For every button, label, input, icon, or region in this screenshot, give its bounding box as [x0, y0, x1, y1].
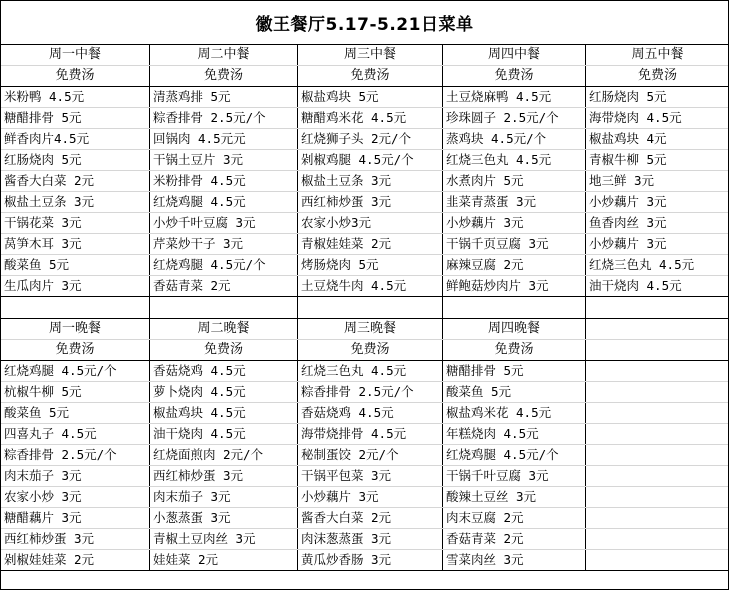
dish-cell: 黄瓜炒香肠 3元 — [298, 550, 443, 571]
dish-cell: 秘制蛋饺 2元/个 — [298, 445, 443, 466]
free-soup-label: 免费汤 — [586, 66, 729, 87]
free-soup-label: 免费汤 — [1, 66, 150, 87]
day-header: 周一中餐 — [1, 45, 150, 66]
dish-cell: 椒盐鸡米花 4.5元 — [443, 403, 586, 424]
empty-cell — [586, 403, 729, 424]
dish-cell: 蒸鸡块 4.5元/个 — [443, 129, 586, 150]
dinner-dish-row — [1, 361, 729, 382]
empty-cell — [586, 361, 729, 382]
day-header: 周四晚餐 — [443, 319, 586, 340]
day-header: 周三晚餐 — [298, 319, 443, 340]
lunch-dish-row — [1, 192, 729, 213]
free-soup-label: 免费汤 — [298, 340, 443, 361]
dish-cell: 酸菜鱼 5元 — [1, 255, 150, 276]
dish-cell: 酱香大白菜 2元 — [1, 171, 150, 192]
dish-cell: 椒盐鸡块 4元 — [586, 129, 729, 150]
dish-cell: 海带烧肉 4.5元 — [586, 108, 729, 129]
lunch-dish-row — [1, 255, 729, 276]
dish-cell: 农家小炒3元 — [298, 213, 443, 234]
dish-cell: 椒盐鸡块 4.5元 — [150, 403, 298, 424]
dinner-dish-row — [1, 466, 729, 487]
dish-cell: 小炒藕片 3元 — [586, 192, 729, 213]
dish-cell: 油干烧肉 4.5元 — [586, 276, 729, 297]
empty-cell — [586, 340, 729, 361]
dish-cell: 椒盐土豆条 3元 — [1, 192, 150, 213]
lunch-dish-row — [1, 108, 729, 129]
dish-cell: 剁椒娃娃菜 2元 — [1, 550, 150, 571]
dish-cell: 年糕烧肉 4.5元 — [443, 424, 586, 445]
dish-cell: 肉末豆腐 2元 — [443, 508, 586, 529]
dish-cell: 娃娃菜 2元 — [150, 550, 298, 571]
dish-cell: 糖醋排骨 5元 — [443, 361, 586, 382]
dinner-header-row — [1, 319, 729, 340]
empty-cell — [586, 550, 729, 571]
dish-cell: 芹菜炒干子 3元 — [150, 234, 298, 255]
dish-cell: 肉末茄子 3元 — [1, 466, 150, 487]
empty-cell — [443, 297, 586, 319]
empty-cell — [586, 382, 729, 403]
free-soup-label: 免费汤 — [150, 340, 298, 361]
dish-cell: 干锅千叶豆腐 3元 — [443, 466, 586, 487]
dish-cell: 剁椒鸡腿 4.5元/个 — [298, 150, 443, 171]
dish-cell: 米粉鸭 4.5元 — [1, 87, 150, 108]
dish-cell: 莴笋木耳 3元 — [1, 234, 150, 255]
menu-table-body — [1, 45, 729, 571]
lunch-soup-row — [1, 66, 729, 87]
dish-cell: 小炒千叶豆腐 3元 — [150, 213, 298, 234]
empty-cell — [586, 424, 729, 445]
free-soup-label: 免费汤 — [298, 66, 443, 87]
day-header: 周二晚餐 — [150, 319, 298, 340]
dish-cell: 地三鲜 3元 — [586, 171, 729, 192]
empty-cell — [586, 508, 729, 529]
dish-cell: 糖醋排骨 5元 — [1, 108, 150, 129]
lunch-dish-row — [1, 87, 729, 108]
dish-cell: 酱香大白菜 2元 — [298, 508, 443, 529]
dish-cell: 麻辣豆腐 2元 — [443, 255, 586, 276]
empty-cell — [586, 487, 729, 508]
menu-title: 徽王餐厅5.17-5.21日菜单 — [255, 14, 474, 35]
empty-cell — [298, 297, 443, 319]
dish-cell: 四喜丸子 4.5元 — [1, 424, 150, 445]
free-soup-label: 免费汤 — [443, 66, 586, 87]
dish-cell: 酸菜鱼 5元 — [443, 382, 586, 403]
dish-cell: 生瓜肉片 3元 — [1, 276, 150, 297]
dish-cell: 农家小炒 3元 — [1, 487, 150, 508]
free-soup-label: 免费汤 — [150, 66, 298, 87]
dish-cell: 鱼香肉丝 3元 — [586, 213, 729, 234]
dish-cell: 干锅土豆片 3元 — [150, 150, 298, 171]
dish-cell: 西红柿炒蛋 3元 — [150, 466, 298, 487]
dish-cell: 干锅花菜 3元 — [1, 213, 150, 234]
dinner-dish-row — [1, 487, 729, 508]
dish-cell: 椒盐鸡块 5元 — [298, 87, 443, 108]
dinner-dish-row — [1, 403, 729, 424]
dish-cell: 土豆烧麻鸭 4.5元 — [443, 87, 586, 108]
dish-cell: 烤肠烧肉 5元 — [298, 255, 443, 276]
day-header: 周五中餐 — [586, 45, 729, 66]
free-soup-label: 免费汤 — [1, 340, 150, 361]
menu-table — [0, 44, 729, 571]
dish-cell: 红烧鸡腿 4.5元 — [150, 192, 298, 213]
dish-cell: 杭椒牛柳 5元 — [1, 382, 150, 403]
dish-cell: 糖醋鸡米花 4.5元 — [298, 108, 443, 129]
dish-cell: 香菇烧鸡 4.5元 — [150, 361, 298, 382]
dinner-dish-row — [1, 445, 729, 466]
dish-cell: 干锅平包菜 3元 — [298, 466, 443, 487]
dish-cell: 韭菜青蒸蛋 3元 — [443, 192, 586, 213]
dish-cell: 西红柿炒蛋 3元 — [1, 529, 150, 550]
separator-row — [1, 297, 729, 319]
dish-cell: 萝卜烧肉 4.5元 — [150, 382, 298, 403]
dish-cell: 油干烧肉 4.5元 — [150, 424, 298, 445]
dish-cell: 椒盐土豆条 3元 — [298, 171, 443, 192]
dish-cell: 香菇烧鸡 4.5元 — [298, 403, 443, 424]
empty-cell — [586, 319, 729, 340]
dish-cell: 米粉排骨 4.5元 — [150, 171, 298, 192]
empty-cell — [586, 529, 729, 550]
dinner-dish-row — [1, 424, 729, 445]
dish-cell: 粽香排骨 2.5元/个 — [150, 108, 298, 129]
dish-cell: 红烧三色丸 4.5元 — [443, 150, 586, 171]
dish-cell: 红烧鸡腿 4.5元/个 — [443, 445, 586, 466]
dish-cell: 土豆烧牛肉 4.5元 — [298, 276, 443, 297]
day-header: 周四中餐 — [443, 45, 586, 66]
dish-cell: 海带烧排骨 4.5元 — [298, 424, 443, 445]
dish-cell: 珍珠圆子 2.5元/个 — [443, 108, 586, 129]
dish-cell: 青椒娃娃菜 2元 — [298, 234, 443, 255]
day-header: 周三中餐 — [298, 45, 443, 66]
dish-cell: 清蒸鸡排 5元 — [150, 87, 298, 108]
lunch-dish-row — [1, 234, 729, 255]
lunch-dish-row — [1, 129, 729, 150]
dinner-dish-row — [1, 508, 729, 529]
dish-cell: 酸菜鱼 5元 — [1, 403, 150, 424]
empty-cell — [586, 445, 729, 466]
dish-cell: 粽香排骨 2.5元/个 — [298, 382, 443, 403]
dish-cell: 回锅肉 4.5元元 — [150, 129, 298, 150]
free-soup-label: 免费汤 — [443, 340, 586, 361]
empty-cell — [150, 297, 298, 319]
dinner-dish-row — [1, 550, 729, 571]
dish-cell: 青椒牛柳 5元 — [586, 150, 729, 171]
dinner-dish-row — [1, 529, 729, 550]
dish-cell: 干锅千页豆腐 3元 — [443, 234, 586, 255]
dish-cell: 粽香排骨 2.5元/个 — [1, 445, 150, 466]
dish-cell: 红烧鸡腿 4.5元/个 — [150, 255, 298, 276]
dish-cell: 红烧鸡腿 4.5元/个 — [1, 361, 150, 382]
day-header: 周一晚餐 — [1, 319, 150, 340]
dish-cell: 肉末茄子 3元 — [150, 487, 298, 508]
empty-cell — [586, 466, 729, 487]
dish-cell: 红肠烧肉 5元 — [1, 150, 150, 171]
dish-cell: 水煮肉片 5元 — [443, 171, 586, 192]
dish-cell: 西红柿炒蛋 3元 — [298, 192, 443, 213]
dish-cell: 红肠烧肉 5元 — [586, 87, 729, 108]
dish-cell: 糖醋藕片 3元 — [1, 508, 150, 529]
dish-cell: 香菇青菜 2元 — [150, 276, 298, 297]
empty-cell — [586, 297, 729, 319]
dish-cell: 小葱蒸蛋 3元 — [150, 508, 298, 529]
dish-cell: 香菇青菜 2元 — [443, 529, 586, 550]
dish-cell: 小炒藕片 3元 — [586, 234, 729, 255]
lunch-dish-row — [1, 150, 729, 171]
dish-cell: 红烧狮子头 2元/个 — [298, 129, 443, 150]
dish-cell: 红烧三色丸 4.5元 — [586, 255, 729, 276]
empty-cell — [1, 297, 150, 319]
dish-cell: 鲜鲍菇炒肉片 3元 — [443, 276, 586, 297]
dinner-dish-row — [1, 382, 729, 403]
lunch-dish-row — [1, 213, 729, 234]
day-header: 周二中餐 — [150, 45, 298, 66]
dish-cell: 小炒藕片 3元 — [443, 213, 586, 234]
dish-cell: 红烧三色丸 4.5元 — [298, 361, 443, 382]
dish-cell: 雪菜肉丝 3元 — [443, 550, 586, 571]
dish-cell: 酸辣土豆丝 3元 — [443, 487, 586, 508]
dish-cell: 青椒土豆肉丝 3元 — [150, 529, 298, 550]
dish-cell: 红烧面煎肉 2元/个 — [150, 445, 298, 466]
dinner-soup-row — [1, 340, 729, 361]
dish-cell: 鲜香肉片4.5元 — [1, 129, 150, 150]
dish-cell: 肉沫葱蒸蛋 3元 — [298, 529, 443, 550]
lunch-dish-row — [1, 276, 729, 297]
lunch-dish-row — [1, 171, 729, 192]
lunch-header-row — [1, 45, 729, 66]
dish-cell: 小炒藕片 3元 — [298, 487, 443, 508]
